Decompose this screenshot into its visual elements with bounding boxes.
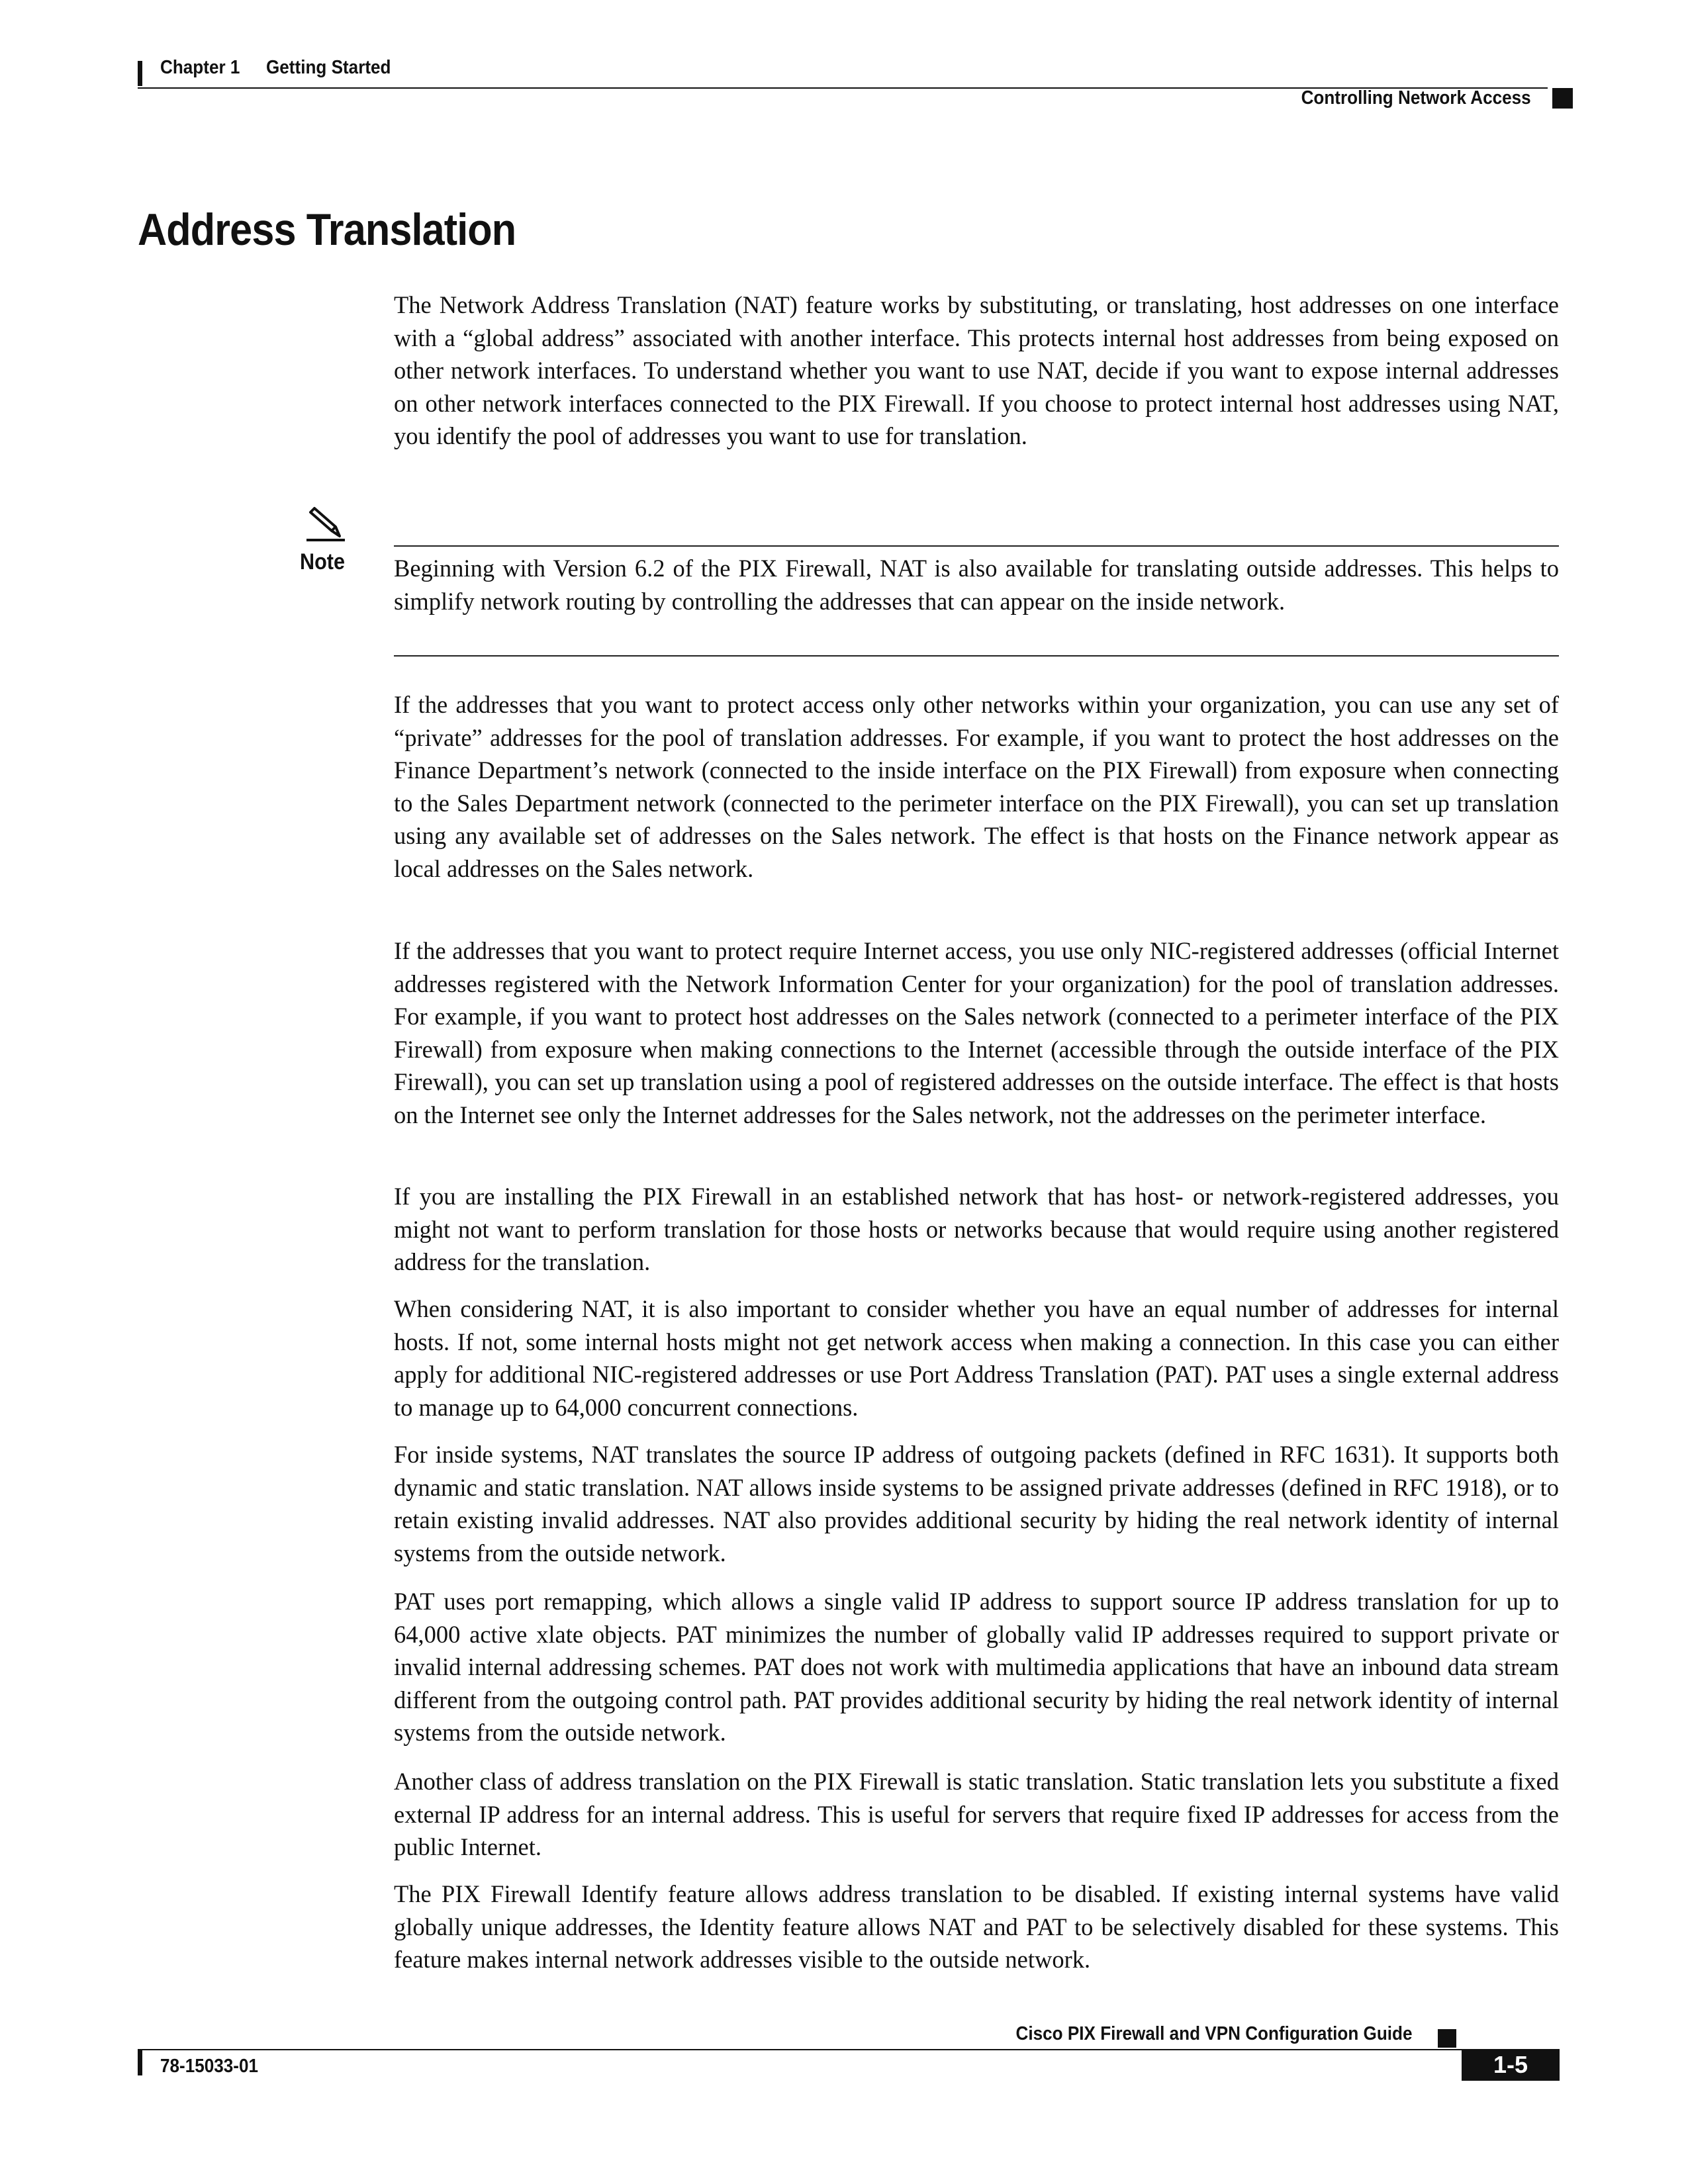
- chapter-label: Chapter 1: [160, 57, 240, 78]
- paragraph: If the addresses that you want to protect access only other networks within your organization, you can use any set of “private” addresses for the pool of translation addresses. For example, if you want to protect the host addresses on the Finance Department’s network (connected to the inside interface on the PIX Firewall) from exposure when connecting to the Sales Department network (connected to the perimeter interface on the PIX Firewall), you can set up translation using any available set of addresses on the Sales network. The effect is that hosts on the Finance network appear as local addresses on the Sales network.: [394, 691, 1559, 882]
- note-rule-bottom: [394, 655, 1559, 657]
- note-rule-top: [394, 545, 1559, 547]
- paragraph: If the addresses that you want to protect require Internet access, you use only NIC-registered addresses (official Internet addresses registered with the Network Information Center for your organization) for the pool of translation addresses. For example, if you want to protect host addresses on the Sales network (connected to a perimeter interface of the PIX Firewall) from exposure when making connections to the Internet (accessible through the outside interface of the PIX Firewall), you can set up translation using a pool of registered addresses on the outside interface. The effect is that hosts on the Internet see only the Internet addresses for the Sales network, not the addresses on the perimeter interface.: [394, 937, 1559, 1128]
- header-square-marker: [1552, 88, 1573, 109]
- note-label: Note: [300, 549, 346, 574]
- note-text: Beginning with Version 6.2 of the PIX Firewall, NAT is also available for translating outside addresses. This helps to simplify network routing by controlling the addresses that can appear on the inside network.: [394, 555, 1559, 615]
- running-header-chapter: [160, 57, 391, 79]
- running-header-section: Controlling Network Access: [1301, 87, 1531, 109]
- page-number: 1-5: [1462, 2049, 1560, 2081]
- pencil-note-icon: [301, 503, 349, 544]
- footer-square-marker: [1438, 2029, 1456, 2048]
- paragraph: PAT uses port remapping, which allows a single valid IP address to support source IP address translation for up to 64,000 active xlate objects. PAT minimizes the number of globally valid IP addresses required to support private or invalid internal addressing schemes. PAT does not work with multimedia applications that have an inbound data stream different from the outgoing control path. PAT provides additional security by hiding the real network identity of internal systems from the outside network.: [394, 1588, 1559, 1747]
- header-left-bar: [138, 61, 142, 86]
- paragraph: Another class of address translation on the PIX Firewall is static translation. Static translation lets you substitute a fixed external IP address for an internal address. This is useful for servers that require fixed IP addresses for access from the public Internet.: [394, 1768, 1559, 1861]
- paragraph: If you are installing the PIX Firewall in an established network that has host- or network-registered addresses, you might not want to perform translation for those hosts or networks because that would require using another registered address for the translation.: [394, 1183, 1559, 1276]
- paragraph: When considering NAT, it is also important to consider whether you have an equal number of addresses for internal hosts. If not, some internal hosts might not get network access when making a connection. In this case you can either apply for additional NIC-registered addresses or use Port Address Translation (PAT). PAT uses a single external address to manage up to 64,000 concurrent connections.: [394, 1295, 1559, 1421]
- chapter-title: Getting Started: [265, 57, 391, 78]
- footer-rule: [138, 2049, 1462, 2050]
- page-title: Address Translation: [138, 205, 516, 255]
- footer-doc-number: 78-15033-01: [160, 2056, 259, 2077]
- footer-guide-title: Cisco PIX Firewall and VPN Configuration Guide: [1015, 2023, 1412, 2044]
- paragraph-intro: The Network Address Translation (NAT) feature works by substituting, or translating, host addresses on one interface with a “global address” associated with another interface. This protects internal host addresses from being exposed on other network interfaces. To understand whether you want to use NAT, decide if you want to expose internal addresses on other network interfaces connected to the PIX Firewall. If you choose to protect internal host addresses using NAT, you identify the pool of addresses you want to use for translation.: [394, 291, 1559, 450]
- paragraph: The PIX Firewall Identify feature allows address translation to be disabled. If existing internal systems have valid globally unique addresses, the Identity feature allows NAT and PAT to be selectively disabled for these systems. This feature makes internal network addresses visible to the outside network.: [394, 1880, 1559, 1974]
- footer-left-bar: [138, 2049, 142, 2075]
- paragraph: For inside systems, NAT translates the source IP address of outgoing packets (defined in RFC 1631). It supports both dynamic and static translation. NAT allows inside systems to be assigned private addresses (defined in RFC 1918), or to retain existing invalid addresses. NAT also provides additional security by hiding the real network identity of internal systems from the outside network.: [394, 1441, 1559, 1567]
